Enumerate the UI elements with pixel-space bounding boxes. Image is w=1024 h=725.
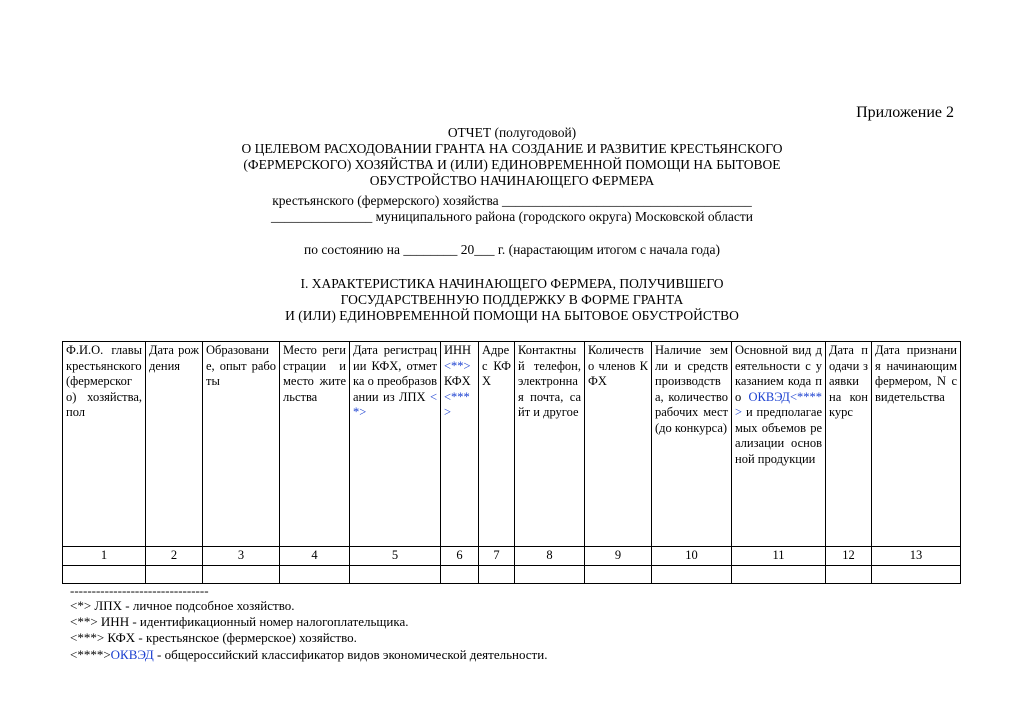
section-title-2: ГОСУДАРСТВЕННУЮ ПОДДЕРЖКУ В ФОРМЕ ГРАНТА: [340, 292, 684, 307]
column-number: 1: [63, 547, 146, 566]
table-header-row: [63, 342, 961, 547]
header-registration-date: Дата регистрации КФХ, отметка о преобразовании из ЛПХ <*>: [350, 342, 441, 547]
footnote-3: <***> КФХ - крестьянское (фермерское) хозяйство.: [70, 630, 357, 645]
column-number: 11: [732, 547, 826, 566]
footnote-ref-3[interactable]: <***>: [444, 389, 470, 419]
section-title-3: И (ИЛИ) ЕДИНОВРЕМЕННОЙ ПОМОЩИ НА БЫТОВОЕ ОБУСТРОЙСТВО: [285, 308, 739, 323]
empty-cell[interactable]: [872, 565, 961, 583]
farm-name-line: крестьянского (фермерского) хозяйства _____________________________________: [272, 193, 752, 208]
footnote-ref-2[interactable]: <**>: [444, 358, 471, 373]
empty-cell[interactable]: [146, 565, 203, 583]
header-fio: Ф.И.О. главы крестьянского (фермерского) хозяйства, пол: [63, 342, 146, 547]
empty-cell[interactable]: [732, 565, 826, 583]
header-application-date: Дата подачи заявки на конкурс: [826, 342, 872, 547]
header-main-activity: Основной вид деятельности с указанием кода по ОКВЭД<****> и предполагаемых объемов реализации основной продукции: [732, 342, 826, 547]
header-land-resources: Наличие земли и средств производства, количество рабочих мест (до конкурса): [652, 342, 732, 547]
table-number-row: [63, 547, 961, 566]
okved-footnote-link[interactable]: ОКВЭД: [110, 647, 154, 662]
report-title-1: ОТЧЕТ (полугодовой): [447, 125, 577, 140]
column-number: 2: [146, 547, 203, 566]
header-contacts: Контактный телефон, электронная почта, сайт и другое: [515, 342, 585, 547]
empty-cell[interactable]: [515, 565, 585, 583]
district-line: _______________ муниципального района (городского округа) Московской области: [270, 209, 754, 224]
header-inn: ИНН <**> КФХ <***>: [441, 342, 479, 547]
header-address: Адрес КФХ: [479, 342, 515, 547]
table-empty-row: [63, 565, 961, 583]
empty-cell[interactable]: [479, 565, 515, 583]
column-number: 9: [585, 547, 652, 566]
column-number: 10: [652, 547, 732, 566]
header-education: Образование, опыт работы: [203, 342, 280, 547]
column-number: 7: [479, 547, 515, 566]
column-number: 5: [350, 547, 441, 566]
footnote-ref-1[interactable]: <*>: [353, 389, 437, 419]
report-title-3: (ФЕРМЕРСКОГО) ХОЗЯЙСТВА И (ИЛИ) ЕДИНОВРЕМЕННОЙ ПОМОЩИ НА БЫТОВОЕ: [243, 157, 781, 172]
header-birth-date: Дата рождения: [146, 342, 203, 547]
header-members-count: Количество членов КФХ: [585, 342, 652, 547]
empty-cell[interactable]: [652, 565, 732, 583]
empty-cell[interactable]: [826, 565, 872, 583]
column-number: 12: [826, 547, 872, 566]
footnote-separator: --------------------------------: [70, 583, 209, 598]
okved-link[interactable]: ОКВЭД<****>: [735, 389, 822, 419]
report-title-2: О ЦЕЛЕВОМ РАСХОДОВАНИИ ГРАНТА НА СОЗДАНИЕ И РАЗВИТИЕ КРЕСТЬЯНСКОГО: [241, 141, 783, 156]
empty-cell[interactable]: [280, 565, 350, 583]
column-number: 13: [872, 547, 961, 566]
column-number: 4: [280, 547, 350, 566]
column-number: 3: [203, 547, 280, 566]
farmer-characteristics-table: [62, 341, 961, 584]
empty-cell[interactable]: [63, 565, 146, 583]
header-registration-place: Место регистрации и место жительства: [280, 342, 350, 547]
column-number: 6: [441, 547, 479, 566]
footnote-1: <*> ЛПХ - личное подсобное хозяйство.: [70, 598, 295, 613]
section-title-1: I. ХАРАКТЕРИСТИКА НАЧИНАЮЩЕГО ФЕРМЕРА, ПОЛУЧИВШЕГО: [300, 276, 724, 291]
empty-cell[interactable]: [585, 565, 652, 583]
header-recognition-date: Дата признания начинающим фермером, N свидетельства: [872, 342, 961, 547]
empty-cell[interactable]: [350, 565, 441, 583]
empty-cell[interactable]: [203, 565, 280, 583]
date-line: по состоянию на ________ 20___ г. (нарастающим итогом с начала года): [303, 242, 720, 257]
report-title-4: ОБУСТРОЙСТВО НАЧИНАЮЩЕГО ФЕРМЕРА: [369, 173, 655, 188]
column-number: 8: [515, 547, 585, 566]
footnote-2: <**> ИНН - идентификационный номер налогоплательщика.: [70, 614, 409, 629]
empty-cell[interactable]: [441, 565, 479, 583]
footnote-4: <****>ОКВЭД - общероссийский классификатор видов экономической деятельности.: [70, 647, 548, 662]
appendix-label: Приложение 2: [856, 104, 954, 121]
